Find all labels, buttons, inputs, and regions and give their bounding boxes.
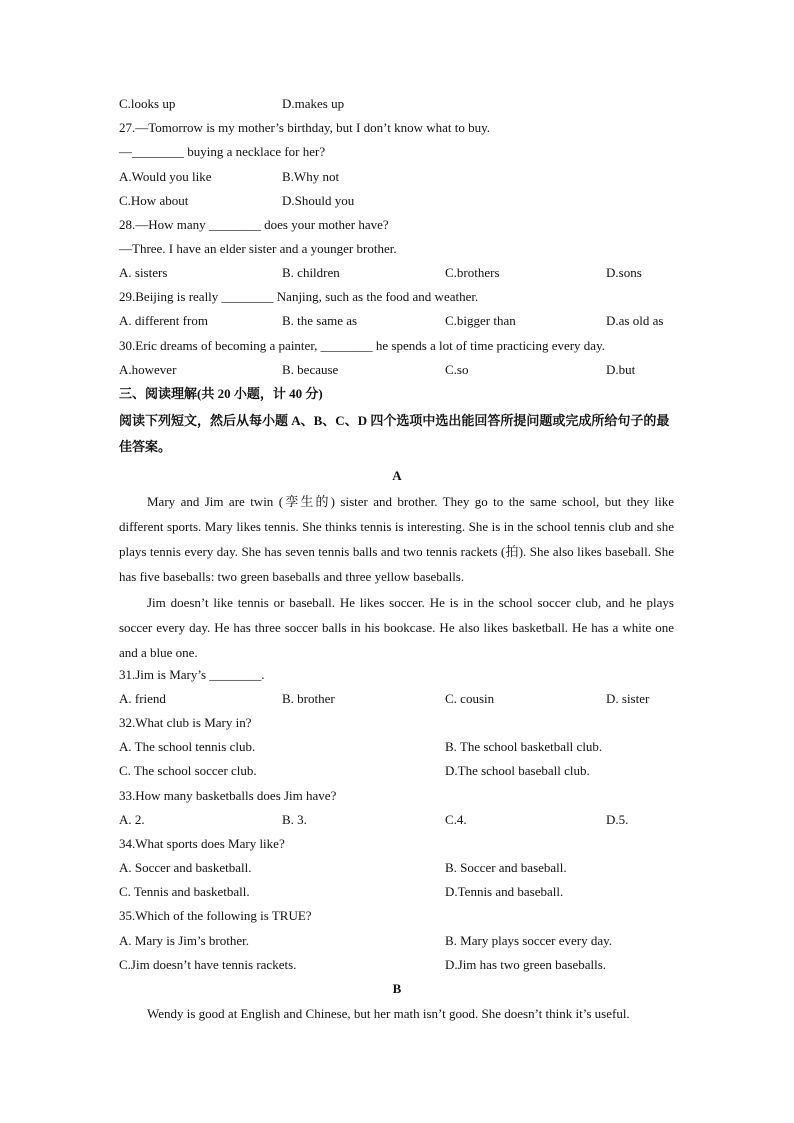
q31-option-b: B. brother	[282, 691, 335, 706]
q32-option-c: C. The school soccer club.	[119, 763, 257, 778]
passage-a-label: A	[392, 468, 402, 483]
q27-option-b: B.Why not	[282, 169, 340, 184]
q34-option-d: D.Tennis and baseball.	[445, 884, 564, 899]
q30-stem: 30.Eric dreams of becoming a painter, ________ he spends a lot of time practicing every day.	[119, 338, 605, 353]
q34-options-row2	[119, 885, 679, 901]
q29-option-d: D.as old as	[606, 313, 664, 328]
passage-a-paragraph-1: Mary and Jim are twin (孪生的) sister and brother. They go to the same school, but they like different sports. Mary likes tennis. She thinks tennis is interesting. She is in the school tennis club and she plays tennis every day. She has seven tennis balls and two tennis rackets (拍). She also likes baseball. She has five baseballs: two green baseballs and three yellow baseballs.	[119, 494, 674, 584]
q30-option-d: D.but	[606, 362, 636, 377]
passage-b-label: B	[392, 981, 402, 996]
q29-options	[119, 314, 679, 330]
q33-option-b: B. 3.	[282, 812, 307, 827]
q35-option-c: C.Jim doesn’t have tennis rackets.	[119, 957, 297, 972]
q33-option-a: A. 2.	[119, 812, 145, 827]
passage-a-paragraph-2: Jim doesn’t like tennis or baseball. He likes soccer. He is in the school soccer club, and he plays soccer every day. He has three soccer balls in his bookcase. He also likes basketball. He has a white one and a blue one.	[119, 595, 674, 660]
q30-option-a: A.however	[119, 362, 177, 377]
q30-option-c: C.so	[445, 362, 469, 377]
q33-stem: 33.How many basketballs does Jim have?	[119, 788, 337, 803]
q29-option-b: B. the same as	[282, 313, 358, 328]
q31-option-a: A. friend	[119, 691, 166, 706]
q28-option-d: D.sons	[606, 265, 642, 280]
q28-option-a: A. sisters	[119, 265, 168, 280]
q32-options-row1	[119, 740, 679, 756]
q32-option-a: A. The school tennis club.	[119, 739, 256, 754]
q27-stem: 27.—Tomorrow is my mother’s birthday, but I don’t know what to buy.	[119, 120, 491, 135]
q28-options	[119, 266, 679, 282]
q33-option-c: C.4.	[445, 812, 467, 827]
q30-option-b: B. because	[282, 362, 339, 377]
q27-option-c: C.How about	[119, 193, 189, 208]
q28-option-c: C.brothers	[445, 265, 500, 280]
q31-option-c: C. cousin	[445, 691, 495, 706]
q27-reply: —________ buying a necklace for her?	[119, 144, 326, 159]
q26-option-d: D.makes up	[282, 96, 345, 111]
q26-options	[119, 97, 679, 113]
q32-option-d: D.The school baseball club.	[445, 763, 590, 778]
passage-b-paragraph-1: Wendy is good at English and Chinese, but her math isn’t good. She doesn’t think it’s useful.	[147, 1006, 630, 1021]
q33-option-d: D.5.	[606, 812, 629, 827]
q34-option-b: B. Soccer and baseball.	[445, 860, 567, 875]
q32-stem: 32.What club is Mary in?	[119, 715, 252, 730]
q31-stem: 31.Jim is Mary’s ________.	[119, 667, 265, 682]
q34-stem: 34.What sports does Mary like?	[119, 836, 285, 851]
q27-options-row2	[119, 194, 679, 210]
q34-option-c: C. Tennis and basketball.	[119, 884, 250, 899]
q28-reply: —Three. I have an elder sister and a younger brother.	[119, 241, 397, 256]
q29-stem: 29.Beijing is really ________ Nanjing, such as the food and weather.	[119, 289, 479, 304]
q35-options-row2	[119, 958, 679, 974]
q28-option-b: B. children	[282, 265, 340, 280]
q35-options-row1	[119, 934, 679, 950]
q35-option-d: D.Jim has two green baseballs.	[445, 957, 607, 972]
section-instruction: 阅读下列短文，然后从每小题 A、B、C、D 四个选项中选出能回答所提问题或完成所给句子的最佳答案。	[119, 413, 670, 454]
q32-option-b: B. The school basketball club.	[445, 739, 603, 754]
q26-option-c: C.looks up	[119, 96, 176, 111]
q34-options-row1	[119, 861, 679, 877]
q27-option-a: A.Would you like	[119, 169, 212, 184]
q31-option-d: D. sister	[606, 691, 650, 706]
q35-option-a: A. Mary is Jim’s brother.	[119, 933, 249, 948]
q29-option-a: A. different from	[119, 313, 208, 328]
q35-option-b: B. Mary plays soccer every day.	[445, 933, 613, 948]
q28-stem: 28.—How many ________ does your mother have?	[119, 217, 389, 232]
q33-options	[119, 813, 679, 829]
q27-options-row1	[119, 170, 679, 186]
q29-option-c: C.bigger than	[445, 313, 516, 328]
q34-option-a: A. Soccer and basketball.	[119, 860, 252, 875]
q32-options-row2	[119, 764, 679, 780]
section-title: 三、阅读理解(共 20 小题，计 40 分)	[119, 386, 323, 401]
q30-options	[119, 363, 679, 379]
q31-options	[119, 692, 679, 708]
q27-option-d: D.Should you	[282, 193, 355, 208]
q35-stem: 35.Which of the following is TRUE?	[119, 908, 312, 923]
